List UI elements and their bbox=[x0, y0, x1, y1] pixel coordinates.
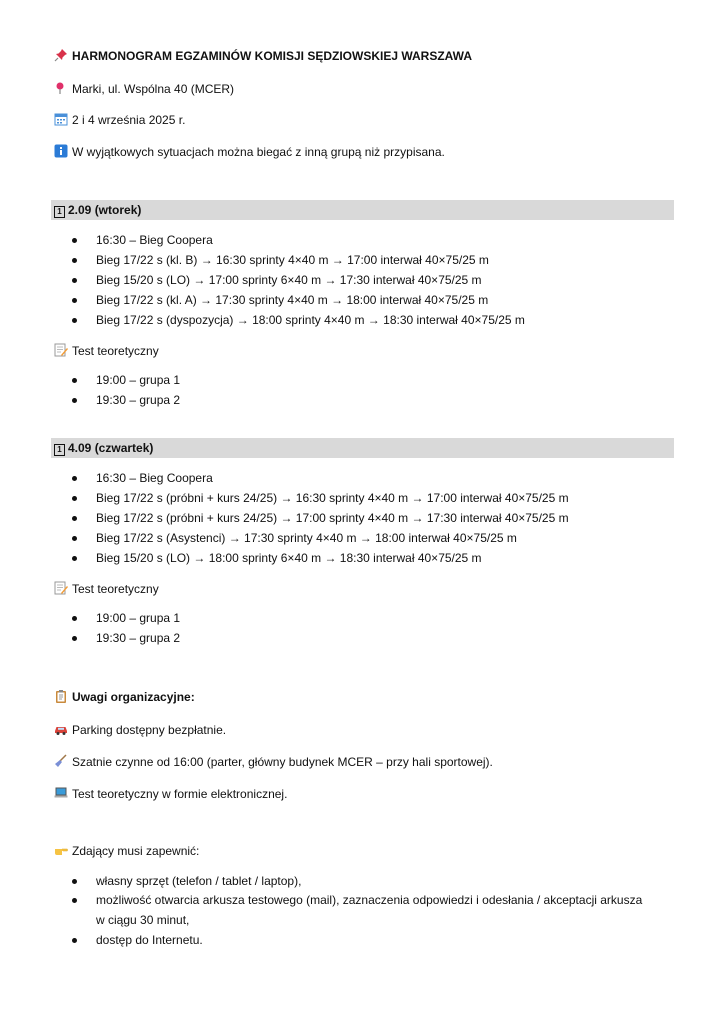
list-item: możliwość otwarcia arkusza testowego (mail), zaznaczenia odpowiedzi i odesłania / akceptacji arkusza w ciągu 30 minut, bbox=[72, 890, 652, 930]
info-text: W wyjątkowych sytuacjach można biegać z inną grupą niż przypisana. bbox=[72, 145, 445, 159]
pushpin-icon bbox=[54, 48, 68, 62]
keycap-one-icon: 1 bbox=[54, 444, 65, 456]
dates-text: 2 i 4 września 2025 r. bbox=[72, 113, 186, 127]
note-cloakroom: Szatnie czynne od 16:00 (parter, główny budynek MCER – przy hali sportowej). bbox=[54, 753, 493, 771]
dates-line bbox=[54, 111, 185, 129]
note-parking: Parking dostępny bezpłatnie. bbox=[54, 721, 226, 739]
title-line bbox=[54, 47, 472, 65]
requirements-heading: Zdający musi zapewnić: bbox=[54, 842, 199, 860]
clipboard-icon bbox=[54, 689, 68, 703]
test-heading-tuesday: Test teoretyczny bbox=[54, 342, 159, 360]
car-icon bbox=[54, 722, 68, 736]
day-header-thursday bbox=[51, 438, 674, 458]
laptop-icon bbox=[54, 786, 68, 800]
keycap-one-icon: 1 bbox=[54, 206, 65, 218]
notes-heading: Uwagi organizacyjne: bbox=[54, 688, 195, 706]
location-text: Marki, ul. Wspólna 40 (MCER) bbox=[72, 82, 235, 96]
broom-icon bbox=[54, 754, 68, 768]
pointing-hand-icon bbox=[54, 843, 68, 857]
memo-icon bbox=[54, 343, 68, 357]
location-line bbox=[54, 80, 234, 98]
test-heading-thursday: Test teoretyczny bbox=[54, 580, 159, 598]
information-icon bbox=[54, 144, 68, 158]
note-test: Test teoretyczny w formie elektronicznej. bbox=[54, 785, 287, 803]
info-line bbox=[54, 143, 445, 161]
document-title: HARMONOGRAM EGZAMINÓW KOMISJI SĘDZIOWSKIEJ WARSZAWA bbox=[72, 49, 473, 63]
memo-icon bbox=[54, 581, 68, 595]
round-pushpin-icon bbox=[54, 81, 68, 95]
day-label: 2.09 (wtorek) bbox=[68, 203, 142, 217]
day-label: 4.09 (czwartek) bbox=[68, 441, 154, 455]
day-header-tuesday bbox=[51, 200, 674, 220]
document-page: HARMONOGRAM EGZAMINÓW KOMISJI SĘDZIOWSKIEJ WARSZAWA Marki, ul. Wspólna 40 (MCER) 2 i 4 września 2025 r. W wyjątkowych sytuacjach można biegać z inną grupą niż przypisana. 1 2.09 (wtorek) 16:30 – Bieg Coopera Bieg 17/22 s (kl. B) → 16:30 sprinty 4×40 m → 17:00 interwał 40×75/25 m Bieg 15/20 s (LO) → 17:00 sprinty 6×40 m → 17:30 interwał 40×75/25 m Bieg 17/22 s (kl. A) → 17:30 sprinty 4×40 m → 18:00 interwał 40×75/25 m Bieg 17/22 s (dyspozycja) → 18:00 sprinty 4×40 m → 18:30 interwał 40×75/25 m Test teoretyczny 19:00 – grupa 1 19:30 – grupa 2 1 4.09 (czwartek) 16:30 – Bieg Coopera Bieg 17/22 s (próbni + kurs 24/25) → 16:30 sprinty 4×40 m → 17:00 interwał 40×75/25 m Bieg 17/22 s (próbni + kurs 24/25) → 17:00 sprinty 4×40 m → 17:30 interwał 40×75/25 m Bieg 17/22 s (Asystenci) → 17:30 sprinty 4×40 m → 18:00 interwał 40×75/25 m Bieg 15/20 s (LO) → 18:00 sprinty 6×40 m → 18:30 interwał 40×75/25 m Test teoretyczny 19:00 – grupa 1 19:30 – grupa 2 Uwagi organizacyjne: Parking dostępny bezpłatnie. Szatnie czynne od 16:00 (parter, główny budynek MCER – przy hali sportowej). Test teoretyczny w formie elektronicznej. Zdający musi zapewnić: własny sprzęt (telefon / tablet / laptop), możliwość otwarcia arkusza testowego (mail), zaznaczenia odpowiedzi i odesłania / akceptacji arkusza w ciągu 30 minut, dostęp do Internetu. bbox=[0, 0, 724, 1024]
calendar-icon bbox=[54, 112, 68, 126]
